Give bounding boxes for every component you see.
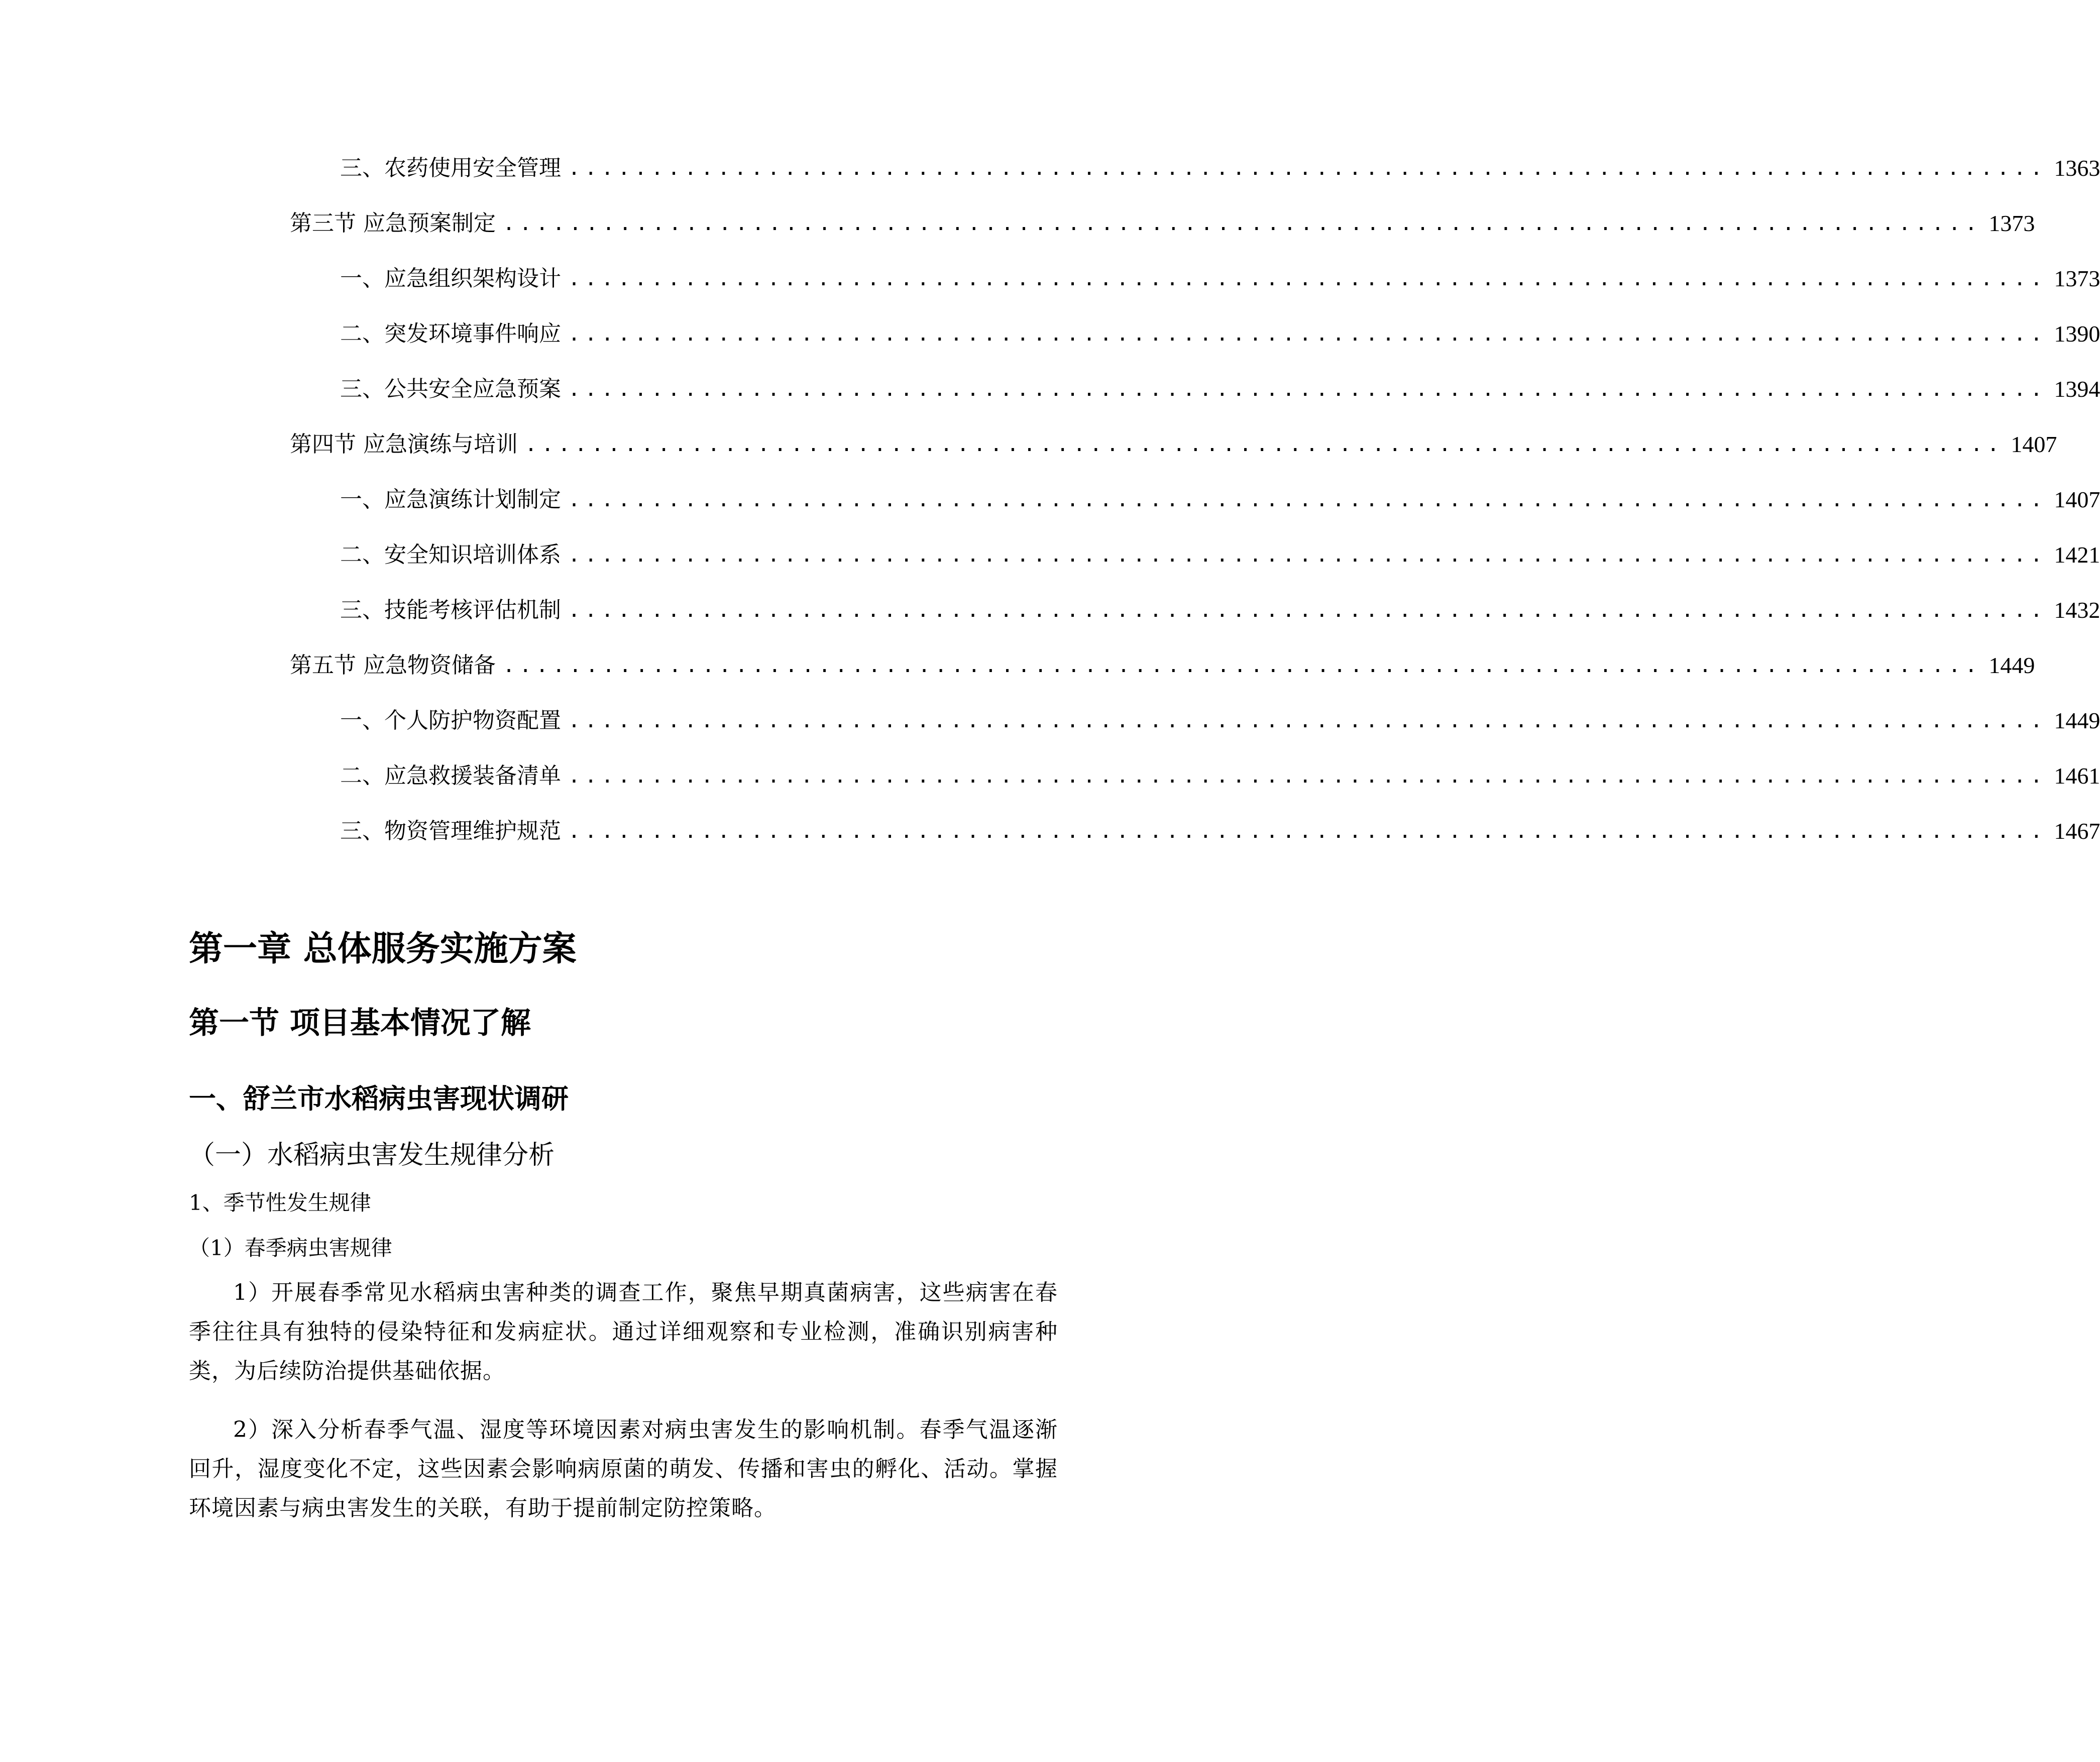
toc-entry[interactable] [290, 424, 2057, 465]
toc-entry-number: 二、 [340, 763, 384, 789]
toc-entry[interactable] [290, 203, 2035, 244]
toc-entry[interactable] [340, 701, 2100, 741]
toc-entry-page: 1407 [2011, 431, 2057, 457]
toc-entry[interactable] [340, 811, 2100, 851]
toc-leader-dots: ......................................................................................... [568, 322, 2047, 346]
subsubsection-title: （一）水稻病虫害发生规律分析 [189, 1140, 555, 1170]
toc-entry[interactable] [290, 645, 2035, 686]
toc-leader-dots: ......................................................................................... [568, 599, 2047, 622]
toc-leader-dots: ......................................................................................... [525, 433, 2004, 456]
toc-entry-page: 1373 [2054, 266, 2100, 291]
chapter-title: 第一章 总体服务实施方案 [189, 929, 577, 969]
toc-entry[interactable] [340, 480, 2100, 520]
toc-entry[interactable] [340, 369, 2100, 409]
toc-leader-dots: ......................................................................................... [503, 654, 1982, 677]
body-paragraph: 1）开展春季常见水稻病虫害种类的调查工作，聚焦早期真菌病害，这些病害在春季往往具有独特的侵染特征和发病症状。通过详细观察和专业检测，准确识别病害种类，为后续防治提供基础依据。 [189, 1280, 1058, 1384]
toc-entry-number: 二、 [340, 542, 384, 568]
toc-entry-title: 第三节 应急预案制定 [290, 210, 496, 236]
toc-leader-dots: ......................................................................................... [503, 212, 1982, 235]
toc-leader-dots: ......................................................................................... [568, 820, 2047, 843]
toc-leader-dots: ......................................................................................... [568, 378, 2047, 401]
toc-entry[interactable] [340, 535, 2100, 575]
toc-entry[interactable] [340, 148, 2100, 188]
toc-entry-page: 1421 [2054, 542, 2100, 568]
subsection-title: 一、舒兰市水稻病虫害现状调研 [189, 1083, 569, 1115]
toc-entry-title: 物资管理维护规范 [384, 818, 561, 844]
toc-entry[interactable] [340, 314, 2100, 354]
toc-entry-page: 1467 [2054, 818, 2100, 844]
toc-entry-page: 1363 [2054, 155, 2100, 181]
toc-entry-title: 第四节 应急演练与培训 [290, 431, 518, 457]
toc-entry-number: 三、 [340, 818, 384, 844]
section-title: 第一节 项目基本情况了解 [189, 1006, 531, 1041]
toc-entry-number: 二、 [340, 321, 384, 347]
subitem-heading: （1）春季病虫害规律 [189, 1236, 392, 1260]
toc-leader-dots: ......................................................................................... [568, 543, 2047, 567]
toc-entry-number: 三、 [340, 155, 384, 181]
body-paragraph: 2）深入分析春季气温、湿度等环境因素对病虫害发生的影响机制。春季气温逐渐回升，湿度变化不定，这些因素会影响病原菌的萌发、传播和害虫的孵化、活动。掌握环境因素与病虫害发生的关联，有助于提前制定防控策略。 [189, 1417, 1058, 1521]
toc-entry-title: 公共安全应急预案 [384, 376, 561, 402]
toc-entry-title: 农药使用安全管理 [384, 155, 561, 181]
toc-entry[interactable] [340, 259, 2100, 299]
toc-entry-title: 个人防护物资配置 [384, 708, 561, 733]
toc-entry-title: 应急演练计划制定 [384, 487, 561, 512]
toc-entry-number: 一、 [340, 266, 384, 291]
item-heading: 1、季节性发生规律 [189, 1190, 371, 1215]
toc-entry-page: 1461 [2054, 763, 2100, 789]
toc-entry-title: 安全知识培训体系 [384, 542, 561, 568]
toc-entry-page: 1373 [1988, 210, 2035, 236]
toc-entry-title: 突发环境事件响应 [384, 321, 561, 347]
toc-entry-title: 应急组织架构设计 [384, 266, 561, 291]
toc-entry-page: 1394 [2054, 376, 2100, 402]
toc-leader-dots: ......................................................................................... [568, 488, 2047, 511]
toc-entry-page: 1390 [2054, 321, 2100, 347]
toc-entry-page: 1432 [2054, 597, 2100, 623]
toc-entry-page: 1449 [2054, 708, 2100, 733]
toc-entry-title: 技能考核评估机制 [384, 597, 561, 623]
toc-leader-dots: ......................................................................................... [568, 764, 2047, 788]
toc-entry[interactable] [340, 590, 2100, 630]
toc-entry-number: 三、 [340, 376, 384, 402]
toc-entry-page: 1449 [1988, 652, 2035, 678]
toc-entry-number: 一、 [340, 708, 384, 733]
toc-entry[interactable] [340, 756, 2100, 796]
toc-entry-title: 第五节 应急物资储备 [290, 652, 496, 678]
toc-entry-number: 一、 [340, 487, 384, 512]
toc-leader-dots: ......................................................................................... [568, 709, 2047, 732]
toc-entry-number: 三、 [340, 597, 384, 623]
toc-leader-dots: ......................................................................................... [568, 157, 2047, 180]
toc-entry-title: 应急救援装备清单 [384, 763, 561, 789]
toc-leader-dots: ......................................................................................... [568, 267, 2047, 290]
toc-entry-page: 1407 [2054, 487, 2100, 512]
